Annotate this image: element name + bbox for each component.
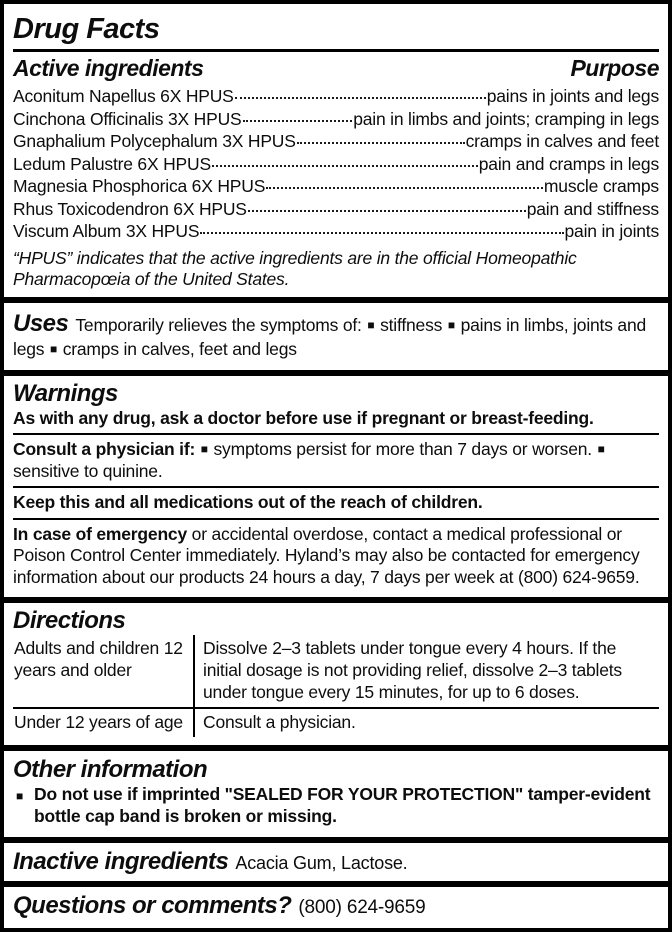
ingredient-purpose: muscle cramps [543,176,659,196]
other-information-bullet [13,784,659,827]
dot-leader [297,142,465,144]
ingredient-row [13,153,659,176]
bullet-square-icon: ■ [447,317,455,332]
ingredient-purpose: pain in joints [564,221,659,241]
warning-emergency [13,524,659,589]
directions-row [13,707,659,737]
active-ingredients-heading: Active ingredients [13,55,204,81]
ingredient-name: Aconitum Napellus 6X HPUS [13,86,234,106]
hpus-note: “HPUS” indicates that the active ingredients are in the official Homeopathic Pharmacopœia of the United States. [13,247,577,289]
directions-age-group: Adults and children 12 years and older [13,635,195,707]
questions-heading: Questions or comments? [13,892,292,919]
bullet-square-icon: ■ [367,317,375,332]
dot-leader [243,120,353,122]
ingredient-row [13,130,659,153]
warning-consult [13,439,659,482]
dot-leader [212,165,478,167]
consult-bullet-text: sensitive to quinine. [13,460,163,481]
ingredient-row [13,108,659,131]
directions-table [13,635,659,737]
bullet-square-icon: ■ [16,789,24,803]
ingredient-row [13,85,659,108]
uses-paragraph [13,310,659,361]
inactive-ingredients-text: Acacia Gum, Lactose. [235,853,408,873]
emergency-text: or accidental overdose, contact a medical professional or Poison Control Center immediately. Hyland’s may also be contacted for emergency information about our products 24 hours a day, 7 days per week at (800) 624-9659. [13,523,640,587]
warnings-divider [13,518,659,520]
ingredient-purpose: cramps in calves and feet [465,131,659,151]
other-information-text: Do not use if imprinted "SEALED FOR YOUR PROTECTION" tamper-evident bottle cap band is broken or missing. [34,784,651,826]
uses-heading: Uses [13,309,69,337]
section-active-ingredients [4,4,668,297]
dot-leader [248,210,526,212]
directions-instruction: Consult a physician. [203,712,356,732]
ingredient-row [13,175,659,198]
inactive-ingredients-heading: Inactive ingredients [13,848,229,875]
directions-row [13,635,659,707]
ingredients-column-headers [13,54,659,82]
bullet-square-icon: ■ [597,442,605,456]
uses-bullet-text: pains in limbs, joints and legs [13,314,647,359]
emergency-label: In case of emergency [13,523,187,544]
consult-label: Consult a physician if: [13,439,196,459]
ingredient-name: Gnaphalium Polycephalum 3X HPUS [13,131,296,151]
uses-bullet-text: stiffness [380,314,443,335]
questions-line [13,892,659,920]
ingredient-name: Rhus Toxicodendron 6X HPUS [13,198,247,219]
ingredient-purpose: pain in limbs and joints; cramping in legs [353,108,659,129]
other-information-heading: Other information [13,756,208,783]
directions-age-group: Under 12 years of age [13,709,195,737]
ingredient-purpose: pains in joints and legs [486,86,659,106]
questions-phone: (800) 624-9659 [298,897,426,918]
uses-intro: Temporarily relieves the symptoms of: [75,314,362,335]
dot-leader [235,97,486,99]
warning-keep-away: Keep this and all medications out of the reach of children. [13,492,483,512]
uses-bullet-text: cramps in calves, feet and legs [62,338,297,359]
page-title: Drug Facts [13,13,160,45]
section-directions [4,603,668,745]
ingredient-row [13,220,659,243]
warnings-divider [13,486,659,488]
ingredient-name: Magnesia Phosphorica 6X HPUS [13,176,266,196]
purpose-heading: Purpose [570,55,659,81]
section-inactive-ingredients [4,843,668,881]
ingredient-purpose: pain and stiffness [526,198,659,219]
dot-leader [200,232,563,234]
warnings-divider [13,433,659,435]
bullet-square-icon: ■ [49,341,58,356]
warnings-heading: Warnings [13,379,118,407]
ingredient-row [13,198,659,221]
title-divider [13,49,659,52]
warning-pregnancy: As with any drug, ask a doctor before use if pregnant or breast-feeding. [13,407,594,428]
consult-bullet-text: symptoms persist for more than 7 days or worsen. [213,439,592,459]
section-questions [4,887,668,926]
bullet-square-icon: ■ [200,442,208,456]
directions-instruction: Dissolve 2–3 tablets under tongue every 4 hours. If the initial dosage is not providing relief, dissolve 2–3 tablets under tongue every 15 minutes, for up to 6 doses. [203,638,622,702]
inactive-ingredients-line [13,848,659,876]
ingredient-purpose: pain and cramps in legs [478,153,659,174]
section-uses [4,303,668,370]
section-other-information [4,751,668,837]
ingredient-name: Ledum Palustre 6X HPUS [13,153,211,174]
ingredient-name: Viscum Album 3X HPUS [13,221,200,241]
directions-heading: Directions [13,607,126,634]
dot-leader [266,187,543,189]
section-warnings [4,376,668,598]
ingredient-name: Cinchona Officinalis 3X HPUS [13,108,242,129]
